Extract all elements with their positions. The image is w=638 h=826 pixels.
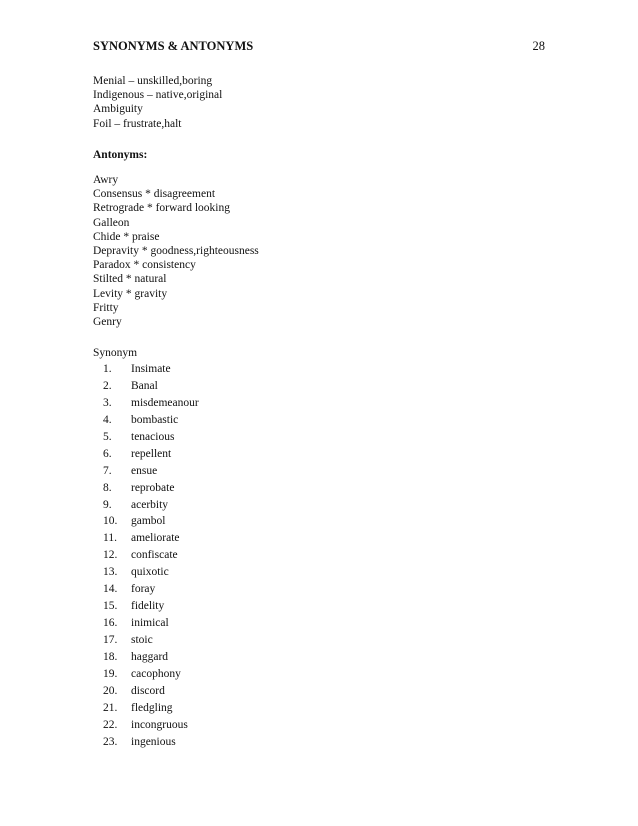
page-header [93, 38, 545, 56]
synonym-heading: Synonym [93, 347, 138, 359]
antonyms-heading: Antonyms: [93, 149, 148, 161]
antonym-line: Depravity * goodness,righteousness [93, 244, 259, 257]
list-item-number: 17. [103, 634, 118, 646]
antonym-line: Paradox * consistency [93, 259, 196, 272]
intro-word-list [93, 74, 573, 131]
list-item-word: ameliorate [131, 532, 180, 545]
synonym-list-item [103, 530, 403, 547]
synonym-list-item [103, 378, 403, 395]
list-item-number: 10. [103, 515, 118, 528]
list-item-word: discord [131, 684, 165, 697]
list-item-number: 14. [103, 583, 118, 596]
intro-line: Ambiguity [93, 103, 143, 116]
synonym-list-item [103, 395, 403, 412]
list-item-number: 3. [103, 396, 112, 409]
antonyms-section-heading-wrap [93, 148, 573, 162]
antonyms-list [93, 173, 573, 329]
list-item-number: 12. [103, 549, 118, 562]
synonym-list-item [103, 446, 403, 463]
synonym-list-item [103, 463, 403, 480]
antonym-line: Awry [93, 174, 119, 186]
synonym-list-item [103, 547, 403, 564]
synonym-list-item [103, 598, 403, 615]
list-item-number: 19. [103, 667, 118, 680]
list-item-word: gambol [131, 515, 166, 528]
list-item-word: bombastic [131, 413, 179, 426]
synonym-list-item [103, 700, 403, 717]
synonym-list-item [103, 615, 403, 632]
antonym-line: Chide * praise [93, 230, 160, 243]
list-item-number: 4. [103, 413, 112, 426]
antonym-line: Genry [93, 315, 122, 328]
list-item-word: inimical [131, 617, 169, 630]
antonym-line: Galleon [93, 216, 130, 229]
list-item-word: fledgling [131, 701, 173, 714]
page-title: SYNONYMS & ANTONYMS [93, 39, 254, 53]
list-item-number: 22. [103, 718, 118, 731]
list-item-number: 20. [103, 684, 118, 697]
list-item-number: 13. [103, 566, 118, 579]
synonym-list-item [103, 480, 403, 497]
list-item-word: incongruous [131, 718, 188, 731]
list-item-number: 21. [103, 701, 118, 714]
synonym-section-heading-wrap [93, 346, 573, 360]
list-item-word: misdemeanour [131, 396, 199, 409]
synonym-numbered-list [103, 361, 403, 751]
list-item-number: 6. [103, 447, 112, 460]
list-item-word: repellent [131, 447, 172, 460]
list-item-number: 11. [103, 532, 117, 545]
synonym-list-item [103, 683, 403, 700]
list-item-word: haggard [131, 650, 169, 663]
list-item-number: 18. [103, 650, 118, 663]
list-item-number: 1. [103, 363, 112, 375]
list-item-number: 2. [103, 379, 112, 392]
list-item-word: quixotic [131, 566, 169, 579]
list-item-word: acerbity [131, 498, 169, 511]
list-item-word: Insimate [131, 363, 171, 375]
synonym-list-item [103, 649, 403, 666]
intro-line: Foil – frustrate,halt [93, 117, 182, 130]
list-item-number: 8. [103, 481, 112, 494]
antonym-line: Stilted * natural [93, 273, 167, 286]
list-item-word: Banal [131, 379, 158, 392]
list-item-number: 15. [103, 600, 118, 613]
list-item-word: fidelity [131, 600, 165, 613]
synonym-list-item [103, 581, 403, 598]
list-item-number: 5. [103, 430, 112, 443]
list-item-word: cacophony [131, 667, 181, 680]
antonym-line: Retrograde * forward looking [93, 202, 231, 215]
synonym-list-item [103, 497, 403, 514]
synonym-list-item [103, 412, 403, 429]
synonym-list-item [103, 734, 403, 751]
list-item-word: ensue [131, 464, 158, 477]
list-item-word: ingenious [131, 735, 176, 748]
intro-line: Indigenous – native,original [93, 89, 223, 102]
synonym-list-item [103, 429, 403, 446]
list-item-number: 16. [103, 617, 118, 630]
synonym-list-item [103, 361, 403, 378]
synonym-list-item [103, 717, 403, 734]
synonym-list-item [103, 513, 403, 530]
list-item-word: tenacious [131, 430, 175, 443]
synonym-list-item [103, 564, 403, 581]
synonym-list-item [103, 666, 403, 683]
antonym-line: Fritty [93, 301, 119, 314]
intro-line: Menial – unskilled,boring [93, 75, 213, 87]
list-item-number: 7. [103, 464, 112, 477]
list-item-number: 9. [103, 498, 112, 511]
list-item-word: confiscate [131, 549, 178, 562]
synonym-list-item [103, 632, 403, 649]
page-number: 28 [532, 39, 545, 53]
list-item-word: reprobate [131, 481, 175, 494]
list-item-word: stoic [131, 634, 153, 646]
list-item-word: foray [131, 583, 156, 596]
antonym-line: Levity * gravity [93, 287, 168, 300]
list-item-number: 23. [103, 735, 118, 748]
antonym-line: Consensus * disagreement [93, 188, 216, 201]
